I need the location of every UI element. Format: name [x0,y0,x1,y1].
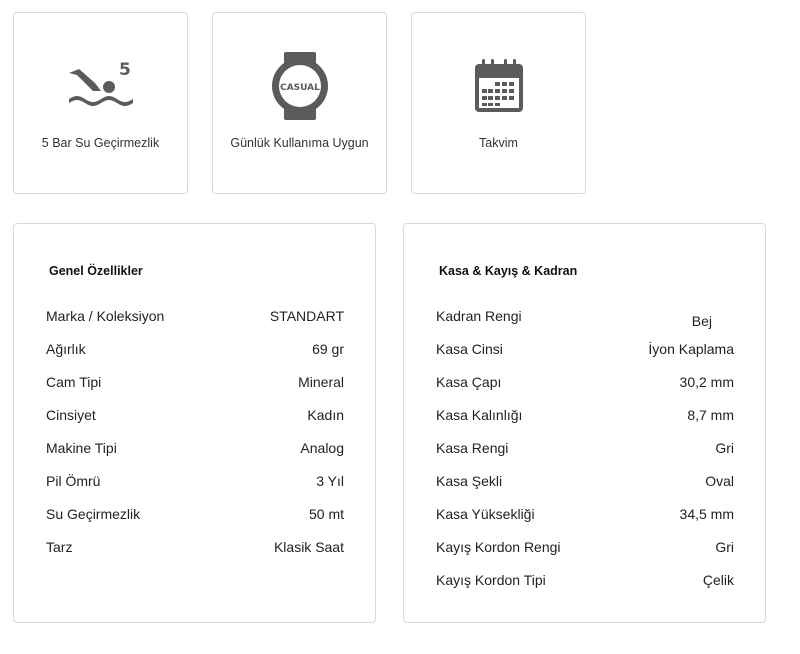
spec-value: 30,2 mm [679,374,734,390]
spec-row [436,374,734,394]
spec-value: Gri [715,440,734,456]
spec-value: STANDART [269,308,344,324]
spec-row [46,374,344,394]
spec-value: Bej [691,313,712,329]
spec-key: Kasa Kalınlığı [436,407,523,423]
water-bar-badge: 5 [118,61,131,80]
spec-row [46,473,344,493]
spec-row [436,440,734,460]
spec-value: 50 mt [308,506,344,522]
case-specs-card [403,223,766,623]
spec-row [46,440,344,460]
spec-row [436,308,734,328]
casual-watch-icon [213,51,386,121]
spec-key: Tarz [46,539,73,555]
spec-row [46,506,344,526]
spec-key: Kasa Rengi [436,440,509,456]
spec-value: Analog [300,440,344,456]
feature-label: 5 Bar Su Geçirmezlik [41,136,160,150]
spec-row [46,539,344,559]
spec-value: Klasik Saat [273,539,344,555]
spec-row [436,407,734,427]
spec-key: Cam Tipi [46,374,102,390]
spec-key: Cinsiyet [46,407,96,423]
spec-key: Kasa Cinsi [436,341,503,357]
feature-card-water-resistance [13,12,188,194]
general-specs-card [13,223,376,623]
spec-value: 8,7 mm [687,407,734,423]
spec-key: Kasa Şekli [436,473,503,489]
calendar-icon [412,51,585,121]
swimmer-icon [14,51,187,121]
spec-key: Makine Tipi [46,440,117,456]
spec-key: Ağırlık [46,341,86,357]
casual-badge: CASUAL [279,83,320,93]
feature-label: Takvim [479,136,518,150]
spec-value: Gri [715,539,734,555]
spec-row [46,341,344,361]
spec-row [436,506,734,526]
feature-card-calendar [411,12,586,194]
spec-key: Su Geçirmezlik [46,506,141,522]
spec-value: Çelik [702,572,734,588]
spec-key: Kadran Rengi [436,308,522,324]
general-specs-title: Genel Özellikler [49,264,143,278]
feature-card-casual [212,12,387,194]
spec-key: Kayış Kordon Tipi [436,572,546,588]
feature-label: Günlük Kullanıma Uygun [230,136,369,150]
spec-value: Kadın [307,407,344,423]
spec-value: Mineral [298,374,344,390]
spec-row [436,341,734,361]
spec-key: Kasa Çapı [436,374,502,390]
spec-row [46,308,344,328]
spec-key: Pil Ömrü [46,473,101,489]
case-specs-title: Kasa & Kayış & Kadran [439,264,578,278]
spec-key: Kayış Kordon Rengi [436,539,561,555]
spec-row [436,572,734,592]
spec-key: Kasa Yüksekliği [436,506,535,522]
spec-row [436,539,734,559]
spec-value: 3 Yıl [316,473,344,489]
spec-value: 34,5 mm [679,506,734,522]
spec-value: İyon Kaplama [648,341,734,357]
spec-value: 69 gr [312,341,344,357]
spec-row [436,473,734,493]
spec-row [46,407,344,427]
spec-value: Oval [705,473,734,489]
spec-key: Marka / Koleksiyon [46,308,165,324]
